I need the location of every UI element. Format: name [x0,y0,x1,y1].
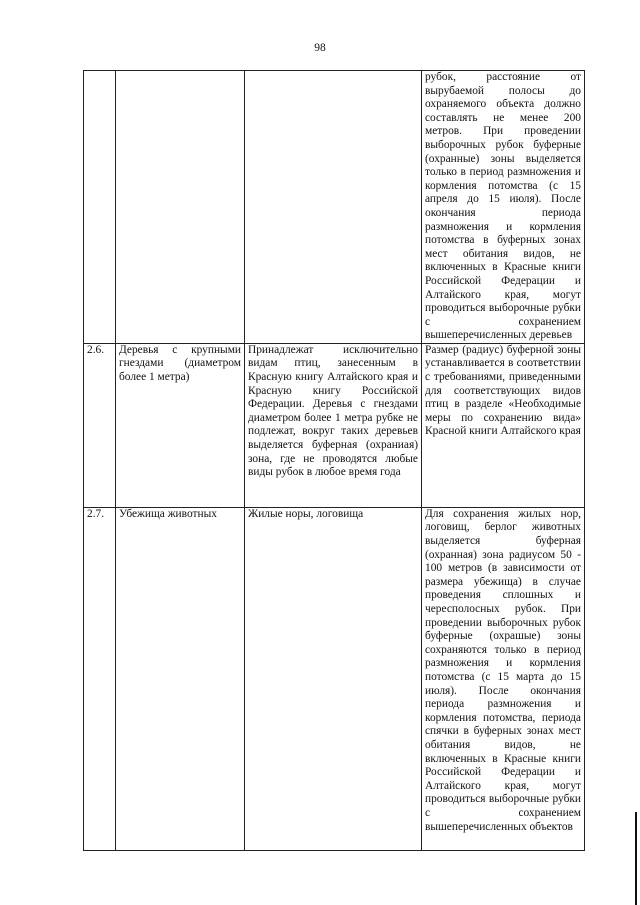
row-number-cell: 2.6. [84,343,116,507]
table-row [84,507,585,850]
scan-edge-mark [635,812,637,905]
row-number-cell: 2.7. [84,507,116,850]
object-cell [116,71,245,344]
page-number: 98 [314,42,326,54]
object-cell: Деревья с крупными гнездами (диаметром более 1 метра) [116,343,245,507]
description-cell: Принадлежат исключительно видам птиц, занесенным в Красную книгу Алтайского края и Красную книгу Российской Федерации. Деревья с гнездами диаметром более 1 метра рубке не подлежат, вокруг таких деревьев выделяется буферная (охраниая) зона, где не проводятся любые виды рубок в любое время года [245,343,422,507]
measures-cell: Для сохранения жилых нор, логовищ, берлог животных выделяется буферная (охранная) зона радиусом 50 - 100 метров (в зависимости от размера убежища) в случае проведения сплошных и чересполосных рубок. При проведении выборочных рубок буферные (охрашые) зоны сохраняются только в период размножения и кормления потомства (с 15 марта до 15 июля). После окончания периода размножения и кормления потомства, периода спячки в буферных зонах мест обитания видов, не включенных в Красные книги Российской Федерации и Алтайского края, могут проводиться выборочные рубки с сохранением вышеперечисленных объектов [422,507,585,850]
description-cell [245,71,422,344]
regulations-table [83,70,585,851]
object-cell: Убежища животных [116,507,245,850]
row-number-cell [84,71,116,344]
measures-cell: рубок, расстояние от вырубаемой полосы до охраняемого объекта должно составлять не менее 200 метров. При проведении выборочных рубок буферные (охранные) зоны выделяется только в период размножения и кормления потомства (с 15 апреля до 15 июля). После окончания периода размножения и кормления потомства в буферных зонах мест обитания видов, не включенных в Красные книги Российской Федерации и Алтайского края, могут проводиться выборочные рубки с сохранением вышеперечисленных деревьев [422,71,585,344]
measures-cell: Размер (радиус) буферной зоны устанавливается в соответствии с требованиями, приведенными для соответствующих видов птиц в разделе «Необходимые меры по сохранению вида» Красной книги Алтайского края [422,343,585,507]
table-row [84,71,585,344]
description-cell: Жилые норы, логовища [245,507,422,850]
table-row [84,343,585,507]
